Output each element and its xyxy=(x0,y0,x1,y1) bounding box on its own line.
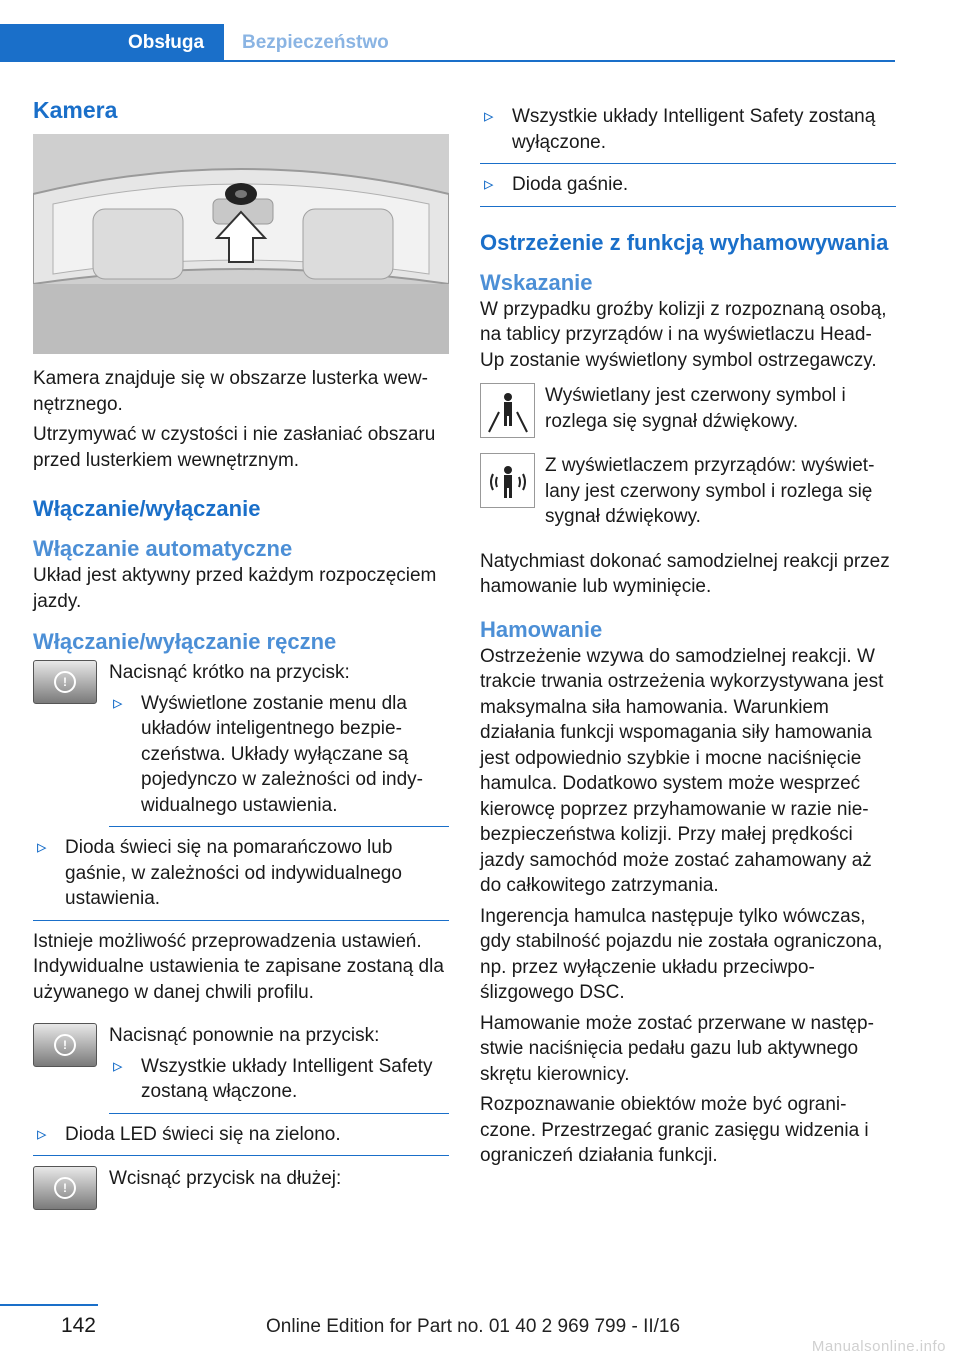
warning-icon-row-2 xyxy=(480,453,896,535)
tab-obsluga[interactable]: Obsługa xyxy=(0,24,224,62)
safety-button-icon[interactable] xyxy=(33,660,97,704)
rear-window-illustration xyxy=(33,134,449,354)
divider xyxy=(33,1155,449,1156)
step1-text: Nacisnąć krótko na przycisk: xyxy=(109,662,350,683)
camera-heading: Kamera xyxy=(33,97,118,123)
divider xyxy=(109,1113,449,1114)
manual-heading: Włączanie/wyłączanie ręczne xyxy=(33,629,337,654)
auto-text: Układ jest aktywny przed każdym rozpoczęciem jazdy. xyxy=(33,565,437,612)
indication-text: W przypadku groźby kolizji z rozpoznaną osobą, na tablicy przyrządów i na wyświetlaczu Head-Up zostanie wyświetlony symbol ostrzegawczy. xyxy=(480,298,887,371)
green-led-bullet: ▹ Dioda LED świeci się na zielono. xyxy=(33,1122,449,1148)
profile-text: Istnieje możliwość przeprowadzenia ustawień. Indywidualne ustawienia te zapisane zostaną dla używanego w danej chwili profilu. xyxy=(33,930,444,1003)
camera-clean-text: Utrzymywać w czystości i nie zasłaniać obszaru przed lusterkiem wewnętrznym. xyxy=(33,424,436,471)
step2-bullet: ▹ Wszystkie układy Intelligent Safety zostaną włączone. xyxy=(109,1054,449,1105)
warning-icon-row-1 xyxy=(480,383,896,439)
page-number: 142 xyxy=(0,1304,98,1338)
icon2-text: Z wyświetlaczem przyrządów: wyświetlany jest czerwony symbol i rozlega się sygnał dźwiękowy. xyxy=(545,455,875,527)
step2-text: Nacisnąć ponownie na przycisk: xyxy=(109,1025,380,1046)
safety-symbol-icon: ! xyxy=(54,1177,76,1199)
pedestrian-sound-icon xyxy=(480,453,535,508)
safety-symbol-icon: ! xyxy=(54,1034,76,1056)
camera-photo xyxy=(33,134,449,354)
led-off-bullet: ▹ Dioda gaśnie. xyxy=(480,172,896,198)
left-column xyxy=(33,96,449,1210)
icon1-text: Wyświetlany jest czerwony symbol i rozlega się sygnał dźwiękowy. xyxy=(545,385,846,432)
onoff-heading: Włączanie/wyłączanie xyxy=(33,496,261,521)
watermark-text: Manualsonline.info xyxy=(811,1338,946,1355)
indication-heading: Wskazanie xyxy=(480,269,593,295)
braking-heading: Hamowanie xyxy=(480,616,603,642)
divider xyxy=(109,826,449,827)
braking-text-3: Hamowanie może zostać przerwane w następstwie naciśnięcia pedału gazu lub aktywnego skrętu kierownicy. xyxy=(480,1012,874,1085)
tab-bezpieczenstwo[interactable]: Bezpieczeństwo xyxy=(242,32,389,53)
warning-heading: Ostrzeżenie z funkcją wyhamowywania xyxy=(480,229,889,255)
camera-location-text: Kamera znajduje się w obszarze lusterka wewnętrznego. xyxy=(33,368,428,415)
braking-text-2: Ingerencja hamulca następuje tylko wówczas, gdy stabilność pojazdu nie została ograniczona, np. przez wyłączenie układu przeciwpoślizgowego DSC. xyxy=(480,905,883,1003)
safety-button-icon[interactable] xyxy=(33,1166,97,1210)
divider xyxy=(480,163,896,164)
braking-text-1: Ostrzeżenie wzywa do samodzielnej reakcji. W trakcie trwania ostrzeżenia wykorzystywana jest maksymalna siła hamowania. Warunkiem działania funkcji wspomagania siły hamowania jest odpowiednio szybkie i mocne naciśnięcie hamulca. Dodatkowo system może wesprzeć kierowcę poprzez przyhamowanie w razie niebezpieczeństwa kolizji. Przy małej prędkości jazdy samochód może zostać zahamowany aż do całkowitego zatrzymania. xyxy=(480,645,884,896)
right-column xyxy=(480,96,896,1174)
step1-bullet: ▹ Wyświetlone zostanie menu dla układów inteligentnego bezpieczeństwa. Układy wyłączane są pojedynczo w zależności od indywidualnego ustawienia. xyxy=(109,691,449,819)
divider xyxy=(480,206,896,207)
pedestrian-warning-icon xyxy=(480,383,535,438)
edition-footer: Online Edition for Part no. 01 40 2 969 799 - II/16 xyxy=(266,1316,681,1337)
step2-row xyxy=(33,1023,449,1122)
auto-heading: Włączanie automatyczne xyxy=(33,536,293,561)
safety-symbol-icon: ! xyxy=(54,671,76,693)
reaction-text: Natychmiast dokonać samodzielnej reakcji przez hamowanie lub wyminięcie. xyxy=(480,550,890,597)
safety-button-icon[interactable] xyxy=(33,1023,97,1067)
step3-row xyxy=(33,1166,449,1210)
divider xyxy=(33,920,449,921)
orange-led-bullet: ▹ Dioda świeci się na pomarańczowo lub gaśnie, w zależności od indywidualnego ustawienia. xyxy=(33,835,449,912)
step3-text: Wcisnąć przycisk na dłużej: xyxy=(109,1168,342,1189)
top-tab-bar xyxy=(0,24,895,62)
all-off-bullet: ▹ Wszystkie układy Intelligent Safety zostaną wyłączone. xyxy=(480,104,896,155)
braking-text-4: Rozpoznawanie obiektów może być ograniczone. Przestrzegać granic zasięgu widzenia i ograniczeń działania funkcji. xyxy=(480,1094,869,1166)
step1-row xyxy=(33,660,449,835)
